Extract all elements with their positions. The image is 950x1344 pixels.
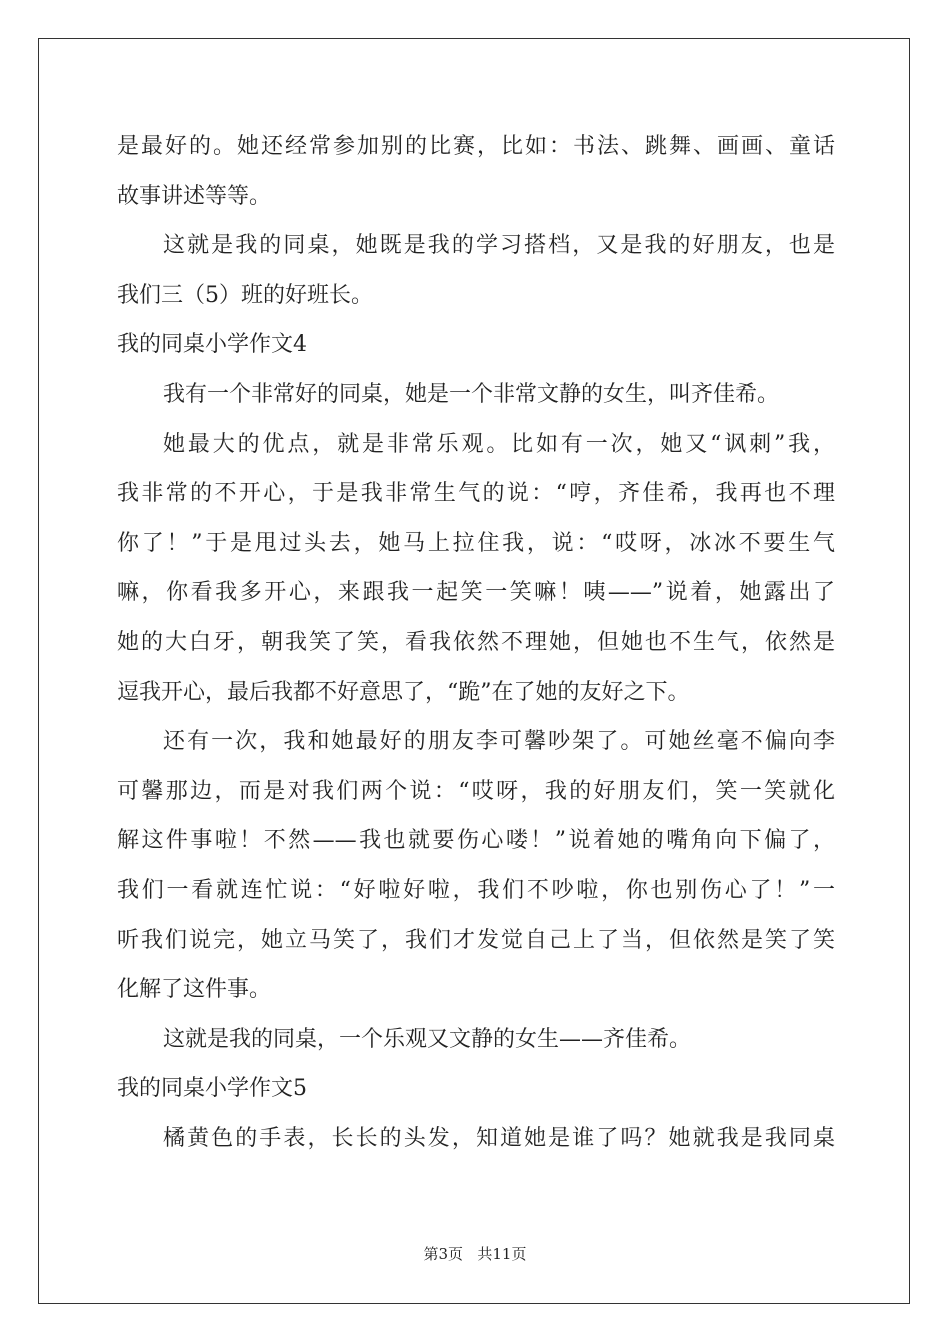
text-line: 解这件事啦！不然——我也就要伤心喽！”说着她的嘴角向下偏了，	[117, 828, 835, 854]
text-line: 这就是我的同桌，一个乐观又文静的女生——齐佳希。	[163, 1026, 692, 1052]
text-line: 是最好的。她还经常参加别的比赛，比如：书法、跳舞、画画、童话	[117, 134, 835, 159]
page-total: 共11页	[477, 1245, 527, 1263]
text-line: 我有一个非常好的同桌，她是一个非常文静的女生，叫齐佳希。	[163, 382, 780, 407]
text-line: 她的大白牙，朝我笑了笑，看我依然不理她，但她也不生气，依然是	[117, 630, 835, 655]
text-line: 可馨那边，而是对我们两个说：“哎呀，我的好朋友们，笑一笑就化	[117, 778, 835, 804]
section-heading: 我的同桌小学作文4	[117, 332, 307, 358]
page-footer	[0, 1243, 950, 1264]
text-line: 橘黄色的手表，长长的头发，知道她是谁了吗？她就我是我同桌	[163, 1126, 835, 1151]
text-line: 你了！”于是甩过头去，她马上拉住我，说：“哎呀，冰冰不要生气	[117, 530, 835, 556]
text-line: 化解了这件事。	[117, 977, 272, 1003]
section-heading: 我的同桌小学作文5	[117, 1076, 307, 1102]
text-line: 听我们说完，她立马笑了，我们才发觉自己上了当，但依然是笑了笑	[117, 927, 835, 953]
text-line: 逗我开心，最后我都不好意思了，“跪”在了她的友好之下。	[117, 679, 690, 705]
text-line: 这就是我的同桌，她既是我的学习搭档，又是我的好朋友，也是	[163, 233, 835, 259]
text-line: 我们一看就连忙说：“好啦好啦，我们不吵啦，你也别伤心了！”一	[117, 878, 835, 903]
text-line: 她最大的优点，就是非常乐观。比如有一次，她又“讽刺”我，	[163, 431, 835, 457]
text-line: 嘛，你看我多开心，来跟我一起笑一笑嘛！咦——”说着，她露出了	[117, 580, 835, 606]
text-line: 我非常的不开心，于是我非常生气的说：“哼，齐佳希，我再也不理	[117, 481, 835, 507]
text-line: 故事讲述等等。	[117, 183, 272, 209]
text-line: 还有一次，我和她最好的朋友李可馨吵架了。可她丝毫不偏向李	[163, 729, 835, 755]
text-line: 我们三（5）班的好班长。	[117, 282, 373, 308]
page-number: 第3页	[423, 1245, 464, 1263]
